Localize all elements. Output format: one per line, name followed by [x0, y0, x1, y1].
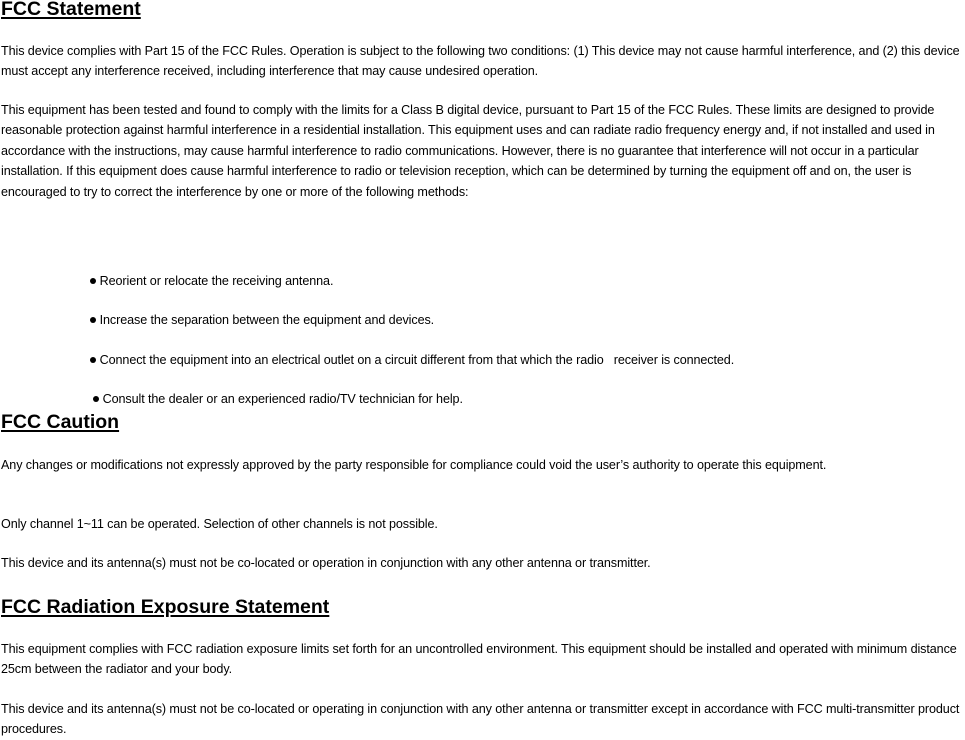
method-bullet-text: Reorient or relocate the receiving antenna.	[99, 274, 334, 288]
fcc-caution-paragraph-3: This device and its antenna(s) must not be co-located or operation in conjunction with any other antenna or transmitter.	[1, 556, 651, 570]
fcc-caution-paragraph-1: Any changes or modifications not expressly approved by the party responsible for compliance could void the user’s authority to operate this equipment.	[1, 458, 827, 472]
method-bullet-4	[79, 369, 463, 429]
bullet-icon	[93, 396, 99, 402]
bullet-icon	[90, 317, 96, 323]
fcc-caution-heading: FCC Caution	[1, 411, 120, 433]
fcc-radiation-paragraph-1: This equipment complies with FCC radiation exposure limits set forth for an uncontrolled environment. This equipment should be installed and operated with minimum distance 25cm between the radiator and your body.	[1, 642, 957, 677]
fcc-statement-paragraph-1: This device complies with Part 15 of the FCC Rules. Operation is subject to the following two conditions: (1) This device may not cause harmful interference, and (2) this device must accept any interference received, including interference that may cause undesired operation.	[1, 44, 960, 79]
fcc-statement-heading: FCC Statement	[1, 0, 141, 20]
method-bullet-text: Increase the separation between the equipment and devices.	[99, 313, 435, 327]
fcc-statement-paragraph-2: This equipment has been tested and found to comply with the limits for a Class B digital device, pursuant to Part 15 of the FCC Rules. These limits are designed to provide reasonable protection against harmful interference in a residential installation. This equipment uses and can radiate radio frequency energy and, if not installed and used in accordance with the instructions, may cause harmful interference to radio communications. However, there is no guarantee that interference will not occur in a particular installation. If this equipment does cause harmful interference to radio or television reception, which can be determined by turning the equipment off and on, the user is encouraged to try to correct the interference by one or more of the following methods:	[1, 103, 935, 199]
bullet-icon	[90, 357, 96, 363]
bullet-icon	[90, 278, 96, 284]
fcc-radiation-heading: FCC Radiation Exposure Statement	[1, 596, 330, 618]
fcc-caution-paragraph-2: Only channel 1~11 can be operated. Selection of other channels is not possible.	[1, 517, 438, 531]
method-bullet-text: Connect the equipment into an electrical outlet on a circuit different from that which the radio receiver is connected.	[99, 353, 735, 367]
method-bullet-text: Consult the dealer or an experienced radio/TV technician for help.	[102, 392, 463, 406]
fcc-radiation-paragraph-2: This device and its antenna(s) must not be co-located or operating in conjunction with any other antenna or transmitter except in accordance with FCC multi-transmitter product procedures.	[1, 702, 960, 737]
